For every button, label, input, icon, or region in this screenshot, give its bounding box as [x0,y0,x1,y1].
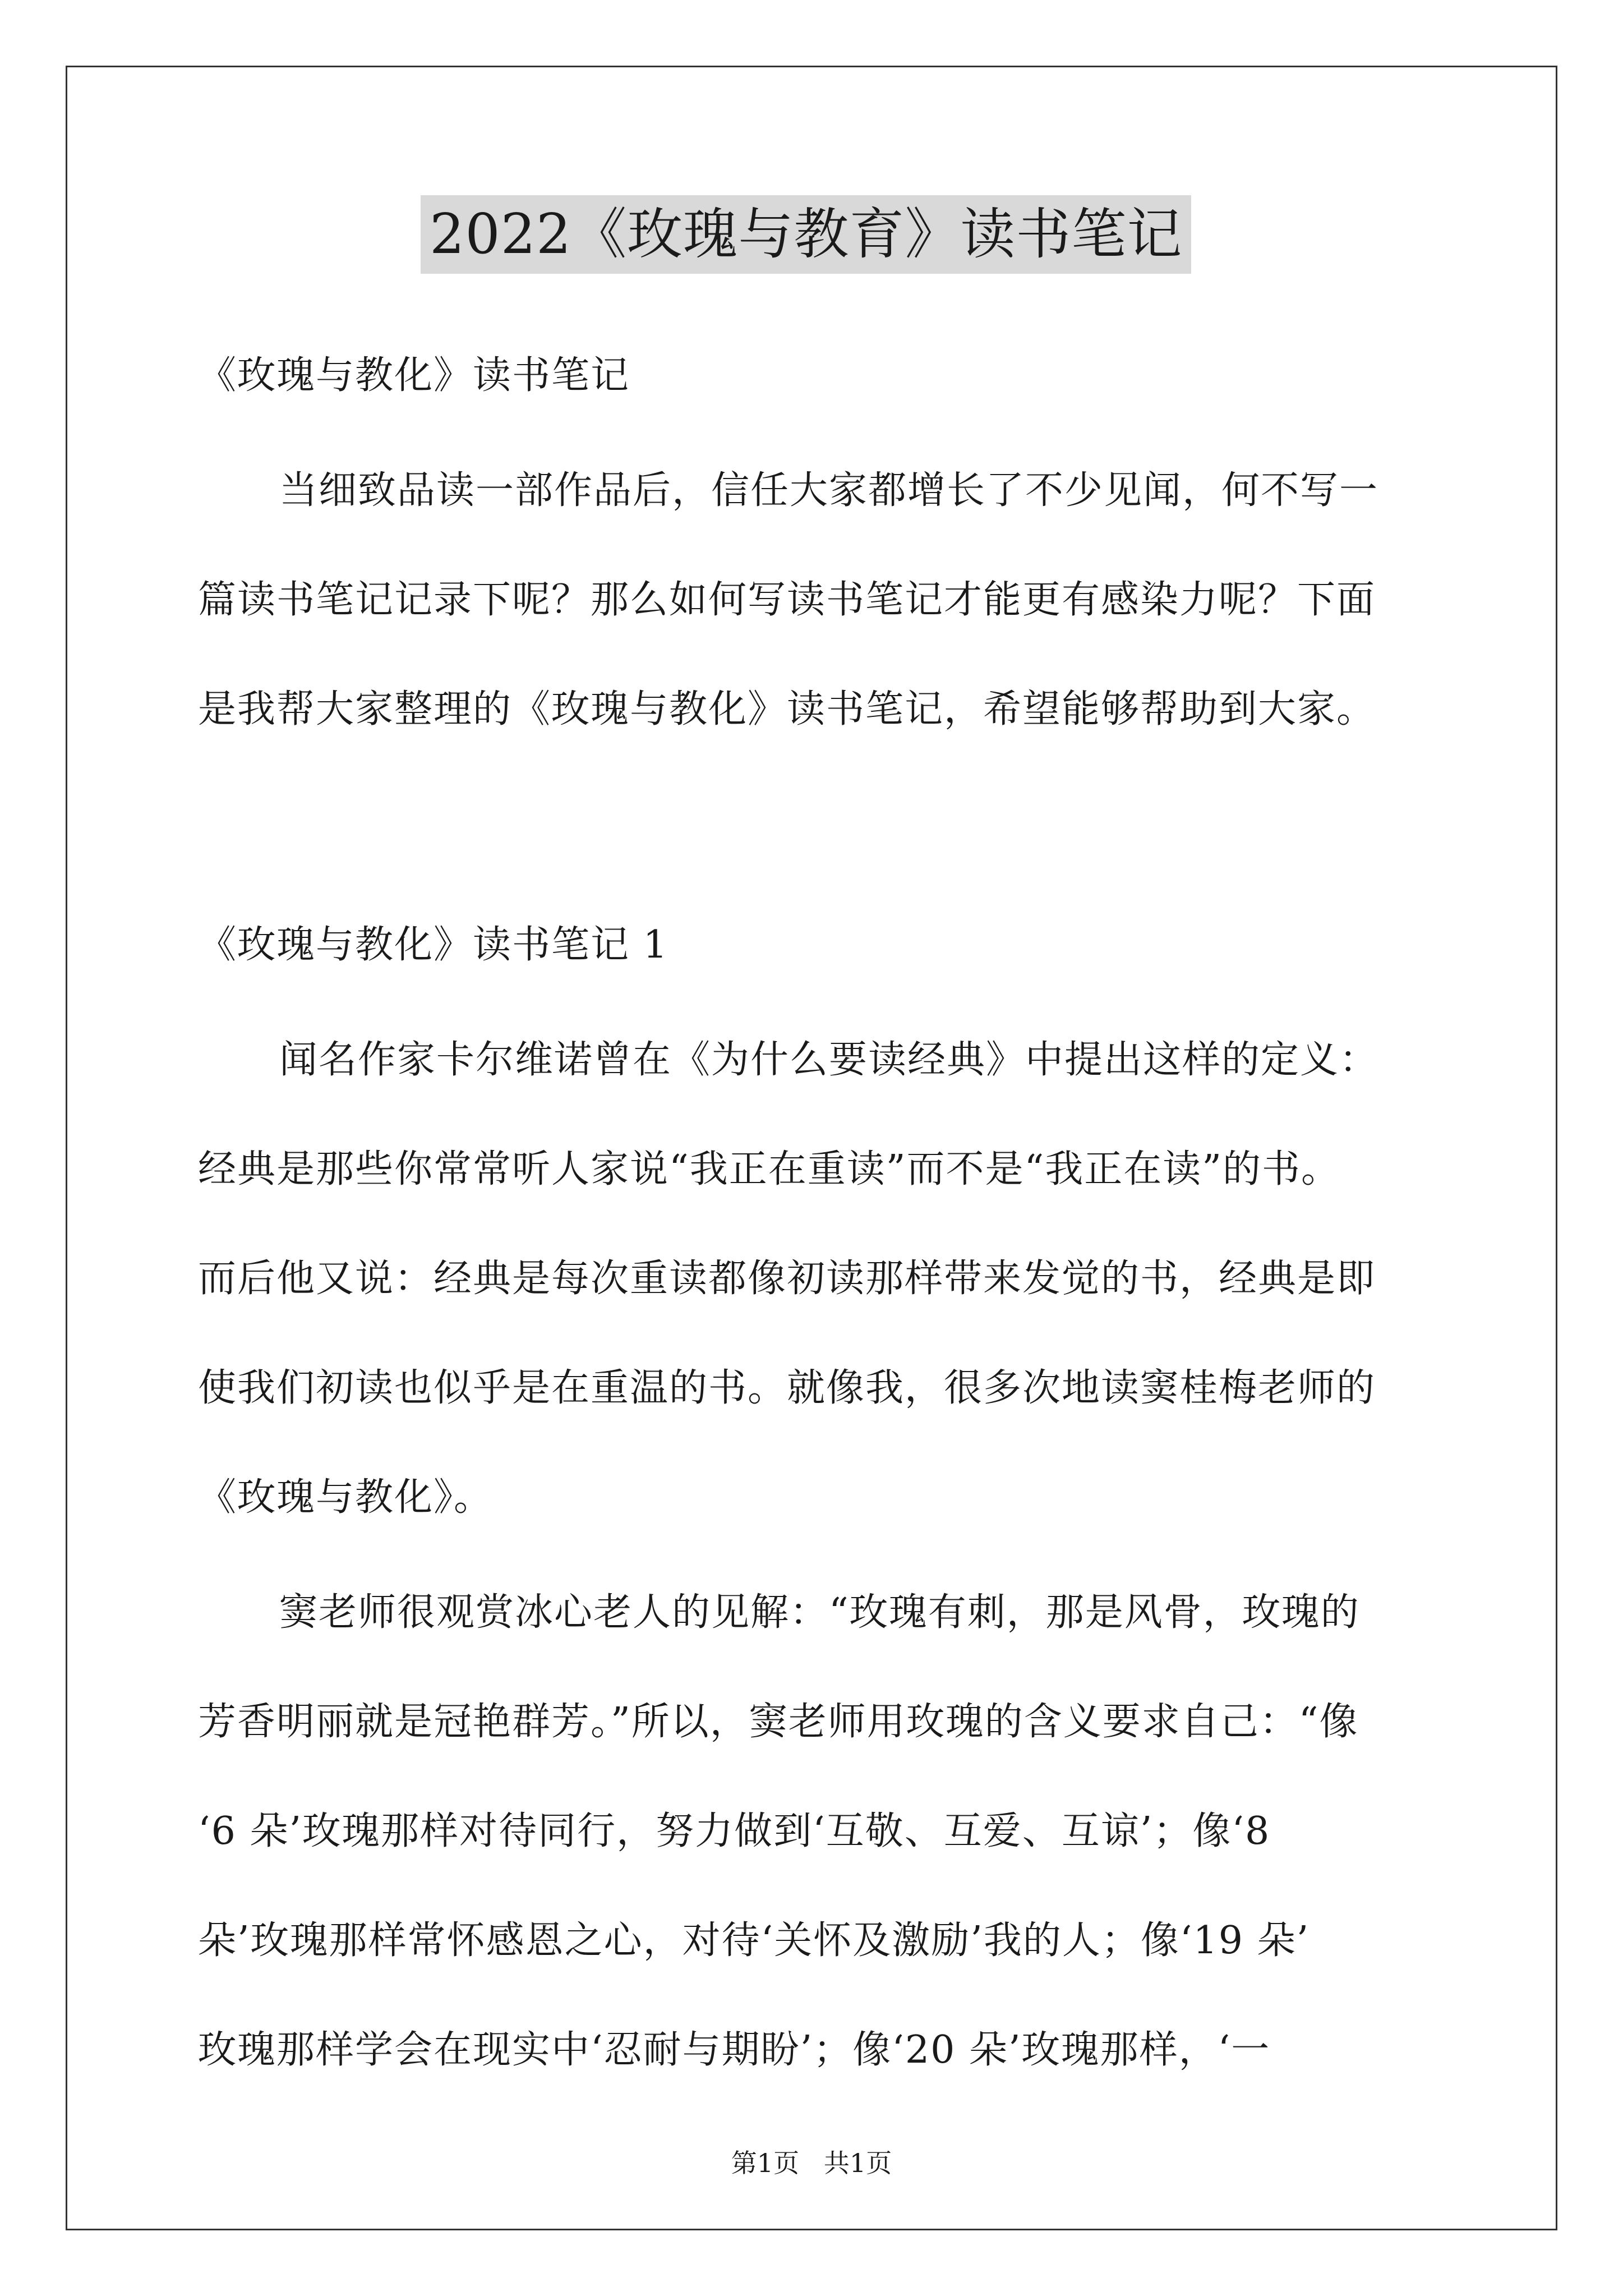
section-heading: 《玫瑰与教化》读书笔记 1 [198,923,668,967]
page-footer: 第1页 共1页 [731,2148,892,2178]
paragraph-line: 使我们初读也似乎是在重温的书。就像我，很多次地读窦桂梅老师的 [198,1366,1376,1410]
section-heading: 《玫瑰与教化》读书笔记 [198,353,630,398]
document-title: 2022《玫瑰与教育》读书笔记 [421,195,1191,274]
paragraph-line: 玫瑰那样学会在现实中‘忍耐与期盼’；像‘20 朵’玫瑰那样，‘一 [198,2028,1271,2072]
paragraph-line: 窦老师很观赏冰心老人的见解：“玫瑰有刺，那是风骨，玫瑰的 [279,1590,1360,1635]
paragraph-line: 而后他又说：经典是每次重读都像初读那样带来发觉的书，经典是即 [198,1257,1376,1301]
paragraph-line: 篇读书笔记记录下呢？那么如何写读书笔记才能更有感染力呢？下面 [198,578,1376,622]
paragraph-line: 《玫瑰与教化》。 [198,1475,494,1520]
paragraph-line: ‘6 朵’玫瑰那样对待同行，努力做到‘互敬、互爱、互谅’；像‘8 [198,1809,1271,1853]
paragraph-line: 经典是那些你常常听人家说“我正在重读”而不是“我正在读”的书。 [198,1147,1341,1191]
paragraph-line: 当细致品读一部作品后，信任大家都增长了不少见闻，何不写一 [279,468,1379,513]
paragraph-line: 芳香明丽就是冠艳群芳。”所以，窦老师用玫瑰的含义要求自己：“像 [198,1700,1359,1744]
paragraph-line: 闻名作家卡尔维诺曾在《为什么要读经典》中提出这样的定义： [279,1038,1379,1082]
paragraph-line: 是我帮大家整理的《玫瑰与教化》读书笔记，希望能够帮助到大家。 [198,687,1376,731]
paragraph-line: 朵’玫瑰那样常怀感恩之心，对待‘关怀及激励’我的人；像‘19 朵’ [198,1918,1310,1963]
